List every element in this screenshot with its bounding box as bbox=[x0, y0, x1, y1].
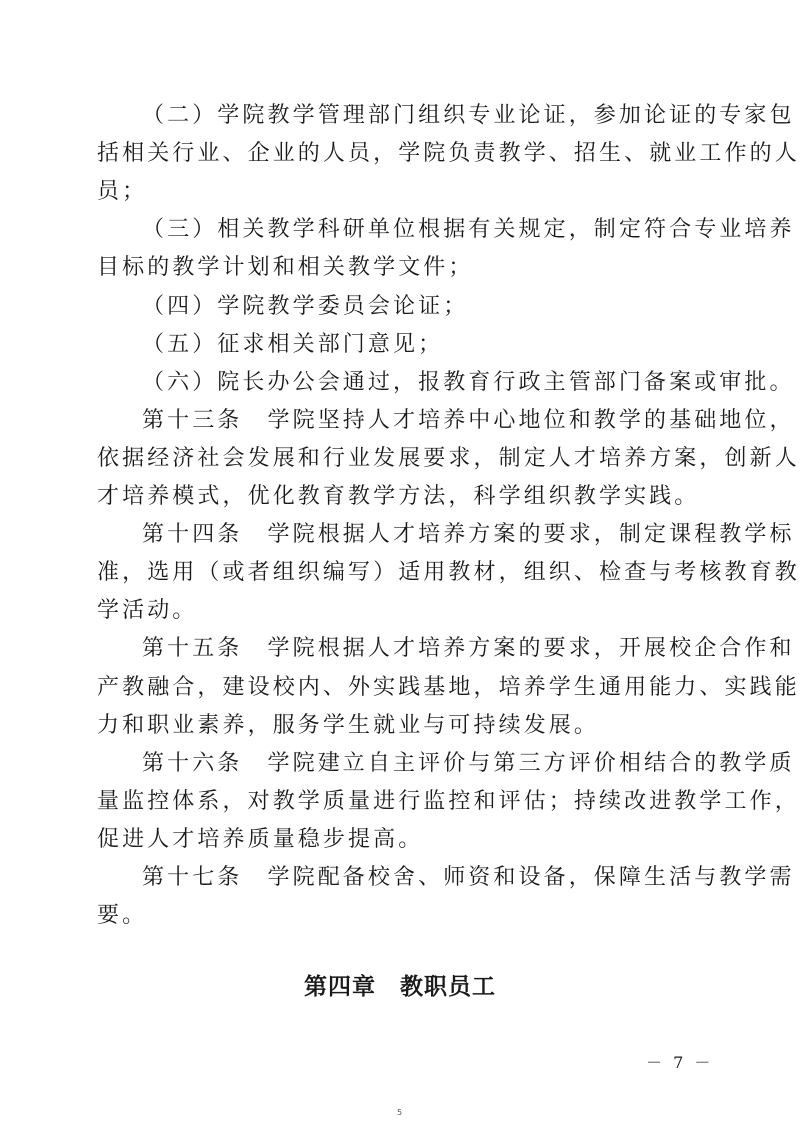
text-line: 量监控体系，对教学质量进行监控和评估；持续改进教学工作， bbox=[97, 789, 800, 814]
text-line: 才培养模式，优化教育教学方法，科学组织教学实践。 bbox=[97, 484, 700, 509]
text-line: 括相关行业、企业的人员，学院负责教学、招生、就业工作的人 bbox=[97, 141, 800, 166]
text-line: 准，选用（或者组织编写）适用教材，组织、检查与考核教育教 bbox=[97, 560, 800, 585]
text-line: （六）院长办公会通过，报教育行政主管部门备案或审批。 bbox=[142, 370, 795, 395]
text-line: 力和职业素养，服务学生就业与可持续发展。 bbox=[97, 713, 600, 738]
text-line: （四）学院教学委员会论证； bbox=[142, 294, 469, 319]
text-line: 目标的教学计划和相关教学文件； bbox=[97, 255, 474, 280]
text-line: （三）相关教学科研单位根据有关规定，制定符合专业培养 bbox=[142, 217, 795, 242]
footnote-mark: 5 bbox=[397, 1108, 403, 1117]
text-line: 员； bbox=[97, 179, 148, 204]
text-line: 第十七条 学院配备校舍、师资和设备，保障生活与教学需 bbox=[142, 865, 795, 890]
text-line: （二）学院教学管理部门组织专业论证，参加论证的专家包 bbox=[142, 103, 795, 128]
text-line: 要。 bbox=[97, 903, 148, 928]
text-line: 产教融合，建设校内、外实践基地，培养学生通用能力、实践能 bbox=[97, 675, 800, 700]
text-line: 第十三条 学院坚持人才培养中心地位和教学的基础地位， bbox=[142, 408, 795, 433]
page-number: － 7 － bbox=[646, 1053, 714, 1072]
text-line: 第十四条 学院根据人才培养方案的要求，制定课程教学标 bbox=[142, 522, 795, 547]
text-line: 促进人才培养质量稳步提高。 bbox=[97, 827, 424, 852]
chapter-heading: 第四章 教职员工 bbox=[304, 974, 496, 1000]
text-line: 第十五条 学院根据人才培养方案的要求，开展校企合作和 bbox=[142, 636, 795, 661]
text-line: （五）征求相关部门意见； bbox=[142, 332, 444, 357]
text-line: 学活动。 bbox=[97, 598, 198, 623]
text-line: 第十六条 学院建立自主评价与第三方评价相结合的教学质 bbox=[142, 751, 795, 776]
text-line: 依据经济社会发展和行业发展要求，制定人才培养方案，创新人 bbox=[97, 446, 800, 471]
